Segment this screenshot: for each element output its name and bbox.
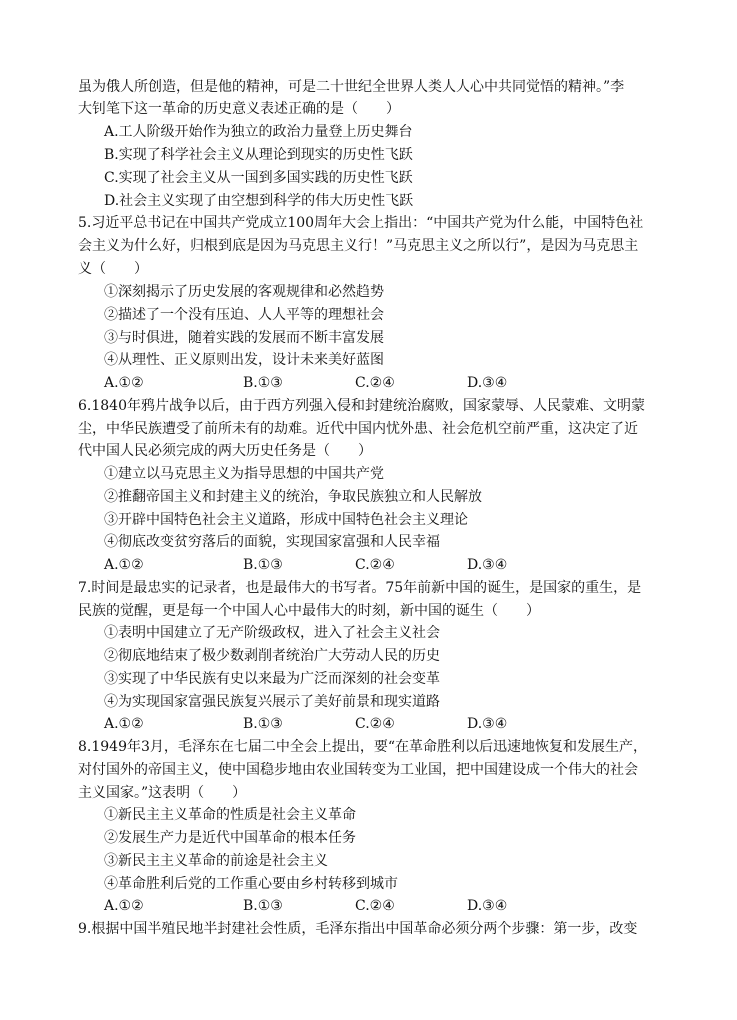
q4-option-c: C.实现了社会主义从一国到多国实践的历史性飞跃 <box>104 170 413 186</box>
q4-option-d: D.社会主义实现了由空想到科学的伟大历史性飞跃 <box>104 193 414 209</box>
q6-choice-d: D.③④ <box>467 557 508 573</box>
q8-choice-b: B.①③ <box>243 898 283 914</box>
q8-choice-a: A.①② <box>104 898 144 914</box>
q7-item-3: ③实现了中华民族有史以来最为广泛而深刻的社会变革 <box>104 671 440 687</box>
q6-stem-line-3: 代中国人民必须完成的两大历史任务是（ ） <box>78 443 372 459</box>
q5-item-4: ④从理性、正义原则出发，设计未来美好蓝图 <box>104 352 384 368</box>
q5-choice-b: B.①③ <box>243 375 283 391</box>
q9-stem-line-1: 9.根据中国半殖民地半封建社会性质，毛泽东指出中国革命必须分两个步骤：第一步，改变 <box>78 921 638 937</box>
q4-stem-line-2: 大钊笔下这一革命的历史意义表述正确的是（ ） <box>78 101 400 117</box>
q7-choice-c: C.②④ <box>355 716 395 732</box>
q6-choice-b: B.①③ <box>243 557 283 573</box>
q5-item-1: ①深刻揭示了历史发展的客观规律和必然趋势 <box>104 284 384 300</box>
q8-item-1: ①新民主主义革命的性质是社会主义革命 <box>104 807 356 823</box>
q7-item-4: ④为实现国家富强民族复兴展示了美好前景和现实道路 <box>104 694 440 710</box>
q6-item-3: ③开辟中国特色社会主义道路，形成中国特色社会主义理论 <box>104 512 468 528</box>
q5-choice-d: D.③④ <box>467 375 508 391</box>
q4-option-a: A.工人阶级开始作为独立的政治力量登上历史舞台 <box>104 124 413 140</box>
q5-stem-line-3: 义（ ） <box>78 261 148 277</box>
q6-item-4: ④彻底改变贫穷落后的面貌，实现国家富强和人民幸福 <box>104 534 440 550</box>
q8-item-2: ②发展生产力是近代中国革命的根本任务 <box>104 830 356 846</box>
q7-stem-line-2: 民族的觉醒，更是每一个中国人心中最伟大的时刻，新中国的诞生（ ） <box>78 603 540 619</box>
q8-choice-c: C.②④ <box>355 898 395 914</box>
q5-item-2: ②描述了一个没有压迫、人人平等的理想社会 <box>104 307 384 323</box>
q4-stem-line-1: 虽为俄人所创造，但是他的精神，可是二十世纪全世界人类人人心中共同觉悟的精神。”李 <box>78 79 625 95</box>
q6-stem-line-1: 6.1840年鸦片战争以后，由于西方列强入侵和封建统治腐败，国家蒙辱、人民蒙难、文明蒙 <box>78 398 645 414</box>
q5-item-3: ③与时俱进，随着实践的发展而不断丰富发展 <box>104 330 384 346</box>
q7-item-2: ②彻底地结束了极少数剥削者统治广大劳动人民的历史 <box>104 648 440 664</box>
q8-stem-line-2: 对付国外的帝国主义，使中国稳步地由农业国转变为工业国，把中国建设成一个伟大的社会 <box>78 762 638 778</box>
q6-item-2: ②推翻帝国主义和封建主义的统治，争取民族独立和人民解放 <box>104 489 482 505</box>
q7-choice-a: A.①② <box>104 716 144 732</box>
q7-stem-line-1: 7.时间是最忠实的记录者，也是最伟大的书写者。75年前新中国的诞生，是国家的重生，是 <box>78 580 642 596</box>
q5-choice-c: C.②④ <box>355 375 395 391</box>
q7-choice-b: B.①③ <box>243 716 283 732</box>
q6-item-1: ①建立以马克思主义为指导思想的中国共产党 <box>104 466 384 482</box>
q8-choice-d: D.③④ <box>467 898 508 914</box>
q6-choice-a: A.①② <box>104 557 144 573</box>
q6-choice-c: C.②④ <box>355 557 395 573</box>
q7-item-1: ①表明中国建立了无产阶级政权，进入了社会主义社会 <box>104 625 440 641</box>
q4-option-b: B.实现了科学社会主义从理论到现实的历史性飞跃 <box>104 147 413 163</box>
q8-item-4: ④革命胜利后党的工作重心要由乡村转移到城市 <box>104 876 398 892</box>
q5-stem-line-1: 5.习近平总书记在中国共产党成立100周年大会上指出：“中国共产党为什么能，中国特色社 <box>78 215 644 231</box>
q5-stem-line-2: 会主义为什么好，归根到底是因为马克思主义行！”马克思主义之所以行”，是因为马克思主 <box>78 238 639 254</box>
q7-choice-d: D.③④ <box>467 716 508 732</box>
q8-stem-line-1: 8.1949年3月，毛泽东在七届二中全会上提出，要“在革命胜利以后迅速地恢复和发展生产， <box>78 739 648 755</box>
q8-item-3: ③新民主主义革命的前途是社会主义 <box>104 853 328 869</box>
q6-stem-line-2: 尘，中华民族遭受了前所未有的劫难。近代中国内忧外患、社会危机空前严重，这决定了近 <box>78 421 638 437</box>
q8-stem-line-3: 主义国家。”这表明（ ） <box>78 785 247 801</box>
q5-choice-a: A.①② <box>104 375 144 391</box>
